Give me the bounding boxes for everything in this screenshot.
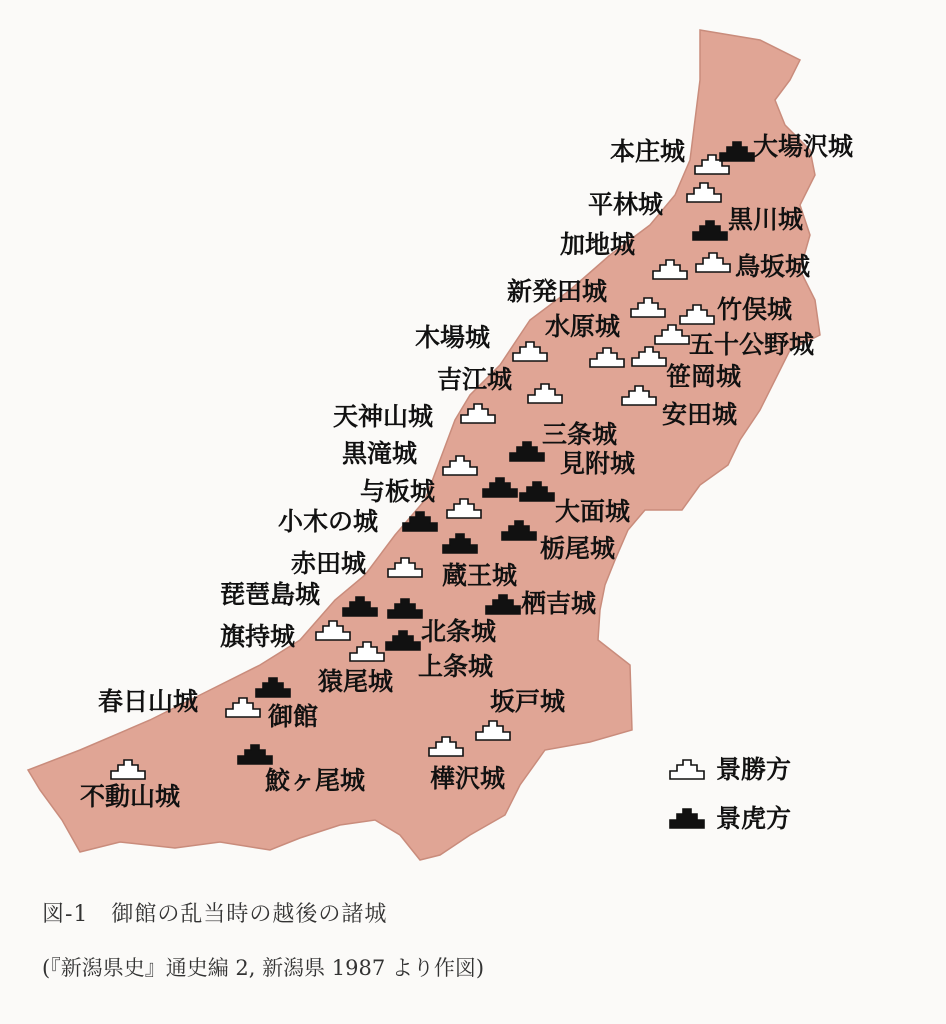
castle-label: 鮫ヶ尾城 [265,766,366,795]
figure-caption: 図-1 御館の乱当時の越後の諸城 [42,902,388,927]
castle-label: 木場城 [415,323,491,352]
castle-label: 黒川城 [728,205,804,234]
castle-label: 天神山城 [333,402,434,431]
castle-label: 加地城 [560,230,636,259]
legend [670,755,791,833]
castle-label: 北条城 [421,617,497,646]
castle-marker [278,507,437,536]
castle-label: 新発田城 [507,277,608,306]
castle-label: 黒滝城 [342,439,418,468]
castle-label: 安田城 [662,400,738,429]
castle-label: 小木の城 [278,507,379,536]
castle-label: 栖吉城 [521,589,597,618]
castle-label: 吉江城 [437,365,513,394]
castle-label: 笹岡城 [666,362,742,391]
castle-label: 琵琶島城 [220,580,321,609]
echigo-province-landmass [28,30,820,860]
castle-label: 本庄城 [610,137,686,166]
castle-label: 竹俣城 [717,295,793,324]
kagekatsu-legend-icon [670,760,704,779]
castle-label: 大面城 [555,497,631,526]
figure-source-note: (『新潟県史』通史編 2, 新潟県 1987 より作図) [42,956,485,980]
castle-label: 蔵王城 [442,561,518,590]
legend-label-kagetora: 景虎方 [716,804,792,833]
castle-label: 春日山城 [98,687,199,716]
castle-label: 御館 [268,702,319,731]
castle-label: 三条城 [542,420,618,449]
castle-label: 栃尾城 [540,534,616,563]
castle-label: 猿尾城 [318,667,394,696]
kagetora-legend-icon [670,809,704,828]
castle-label: 坂戸城 [490,687,566,716]
castle-label: 旗持城 [220,622,296,651]
castle-label: 樺沢城 [430,764,506,793]
castle-label: 赤田城 [291,549,367,578]
castle-label: 与板城 [360,477,436,506]
castle-label: 不動山城 [80,782,181,811]
castle-label: 見附城 [560,449,636,478]
castle-label: 水原城 [545,312,621,341]
castle-label: 大場沢城 [753,132,854,161]
castle-label: 五十公野城 [689,330,815,359]
castle-label: 上条城 [418,652,494,681]
castle-label: 鳥坂城 [735,252,811,281]
castle-label: 平林城 [588,190,664,219]
legend-label-kagekatsu: 景勝方 [716,755,792,784]
